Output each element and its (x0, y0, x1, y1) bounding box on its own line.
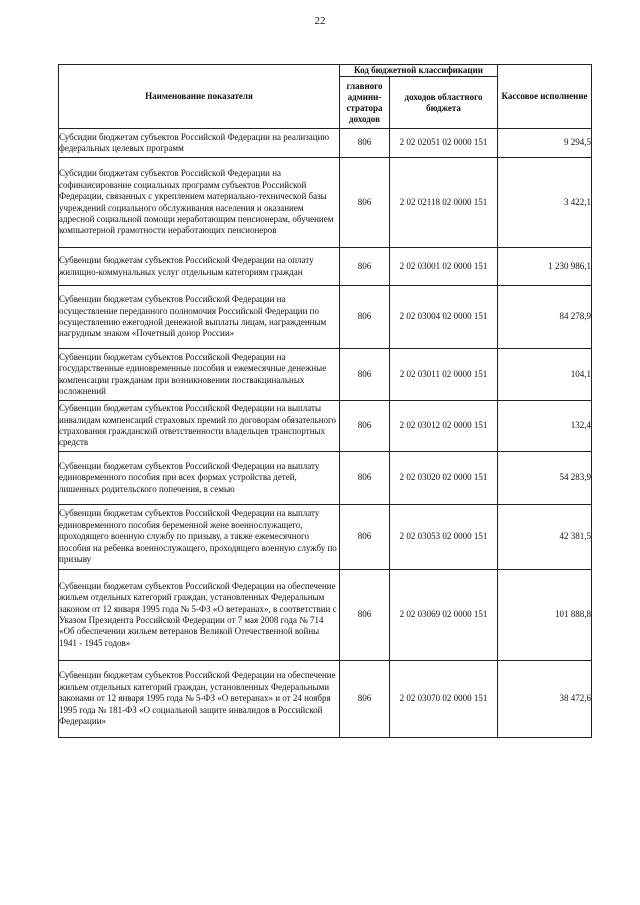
header-cash-execution: Кассовое исполнение (498, 65, 592, 129)
row-amount: 104,1 (498, 349, 592, 401)
row-admin-code: 806 (340, 129, 390, 158)
table-row (59, 401, 592, 452)
row-amount: 101 888,8 (498, 570, 592, 661)
row-revenue-code: 2 02 03020 02 0000 151 (390, 452, 498, 505)
table-row (59, 505, 592, 570)
row-admin-code: 806 (340, 570, 390, 661)
row-revenue-code: 2 02 03004 02 0000 151 (390, 286, 498, 349)
row-name: Субвенции бюджетам субъектов Российской Федерации на выплату единовременного пособия при всех формах устройства детей, лишенных родительского попечения, в семью (59, 452, 340, 505)
row-admin-code: 806 (340, 505, 390, 570)
table-row (59, 129, 592, 158)
row-amount: 84 278,9 (498, 286, 592, 349)
table-row (59, 248, 592, 286)
row-admin-code: 806 (340, 248, 390, 286)
row-amount: 1 230 986,1 (498, 248, 592, 286)
row-revenue-code: 2 02 03053 02 0000 151 (390, 505, 498, 570)
header-chief-administrator: главного админи-стратора доходов (340, 77, 390, 129)
revenue-table (58, 64, 592, 738)
row-revenue-code: 2 02 03011 02 0000 151 (390, 349, 498, 401)
row-amount: 54 283,9 (498, 452, 592, 505)
row-name: Субвенции бюджетам субъектов Российской Федерации на оплату жилищно-коммунальных услуг отдельным категориям граждан (59, 248, 340, 286)
row-admin-code: 806 (340, 158, 390, 248)
row-revenue-code: 2 02 03069 02 0000 151 (390, 570, 498, 661)
row-name: Субвенции бюджетам субъектов Российской Федерации на обеспечение жильем отдельных категорий граждан, установленных Федеральным законом от 12 января 1995 года № 5-ФЗ «О ветеранах», в соответствии с Указом Президента Российской Федерации от 7 мая 2008 года № 714 «Об обеспечении жильем ветеранов Великой Отечественной войны 1941 - 1945 годов» (59, 570, 340, 661)
row-amount: 132,4 (498, 401, 592, 452)
page-number: 22 (314, 15, 326, 27)
header-indicator-name: Наименование показателя (59, 65, 340, 129)
table-row (59, 570, 592, 661)
row-amount: 9 294,5 (498, 129, 592, 158)
header-regional-budget-revenue: доходов областного бюджета (390, 77, 498, 129)
row-name: Субсидии бюджетам субъектов Российской Федерации на софинансирование социальных программ субъектов Российской Федерации, связанных с укреплением материально-технической базы учреждений социального обслуживания населения и оказанием адресной социальной помощи неработающим пенсионерам, обучением компьютерной грамотности неработающих пенсионеров (59, 158, 340, 248)
row-amount: 38 472,6 (498, 661, 592, 738)
row-admin-code: 806 (340, 286, 390, 349)
row-admin-code: 806 (340, 401, 390, 452)
row-revenue-code: 2 02 02118 02 0000 151 (390, 158, 498, 248)
header-budget-classification-code: Код бюджетной классификации (340, 65, 498, 77)
row-revenue-code: 2 02 03070 02 0000 151 (390, 661, 498, 738)
row-admin-code: 806 (340, 452, 390, 505)
table-row (59, 452, 592, 505)
row-name: Субвенции бюджетам субъектов Российской Федерации на обеспечение жильем отдельных категорий граждан, установленных Федеральными законами от 12 января 1995 года № 5-ФЗ «О ветеранах» и от 24 ноября 1995 года № 181-ФЗ «О социальной защите инвалидов в Российской Федерации» (59, 661, 340, 738)
row-amount: 42 381,5 (498, 505, 592, 570)
row-name: Субсидии бюджетам субъектов Российской Федерации на реализацию федеральных целевых программ (59, 129, 340, 158)
row-name: Субвенции бюджетам субъектов Российской Федерации на выплаты инвалидам компенсаций страховых премий по договорам обязательного страхования гражданской ответственности владельцев транспортных средств (59, 401, 340, 452)
row-name: Субвенции бюджетам субъектов Российской Федерации на выплату единовременного пособия беременной жене военнослужащего, проходящего военную службу по призыву, а также ежемесячного пособия на ребенка военнослужащего, проходящего военную службу по призыву (59, 505, 340, 570)
table-row (59, 286, 592, 349)
table-row (59, 158, 592, 248)
row-amount: 3 422,1 (498, 158, 592, 248)
row-revenue-code: 2 02 02051 02 0000 151 (390, 129, 498, 158)
table-row (59, 661, 592, 738)
row-admin-code: 806 (340, 661, 390, 738)
row-admin-code: 806 (340, 349, 390, 401)
row-name: Субвенции бюджетам субъектов Российской Федерации на государственные единовременные пособия и ежемесячные денежные компенсации гражданам при возникновении поствакцинальных осложнений (59, 349, 340, 401)
row-revenue-code: 2 02 03012 02 0000 151 (390, 401, 498, 452)
row-name: Субвенции бюджетам субъектов Российской Федерации на осуществление переданного полномочия Российской Федерации по осуществлению ежегодной денежной выплаты лицам, награжденным нагрудным знаком «Почетный донор России» (59, 286, 340, 349)
table-row (59, 349, 592, 401)
row-revenue-code: 2 02 03001 02 0000 151 (390, 248, 498, 286)
